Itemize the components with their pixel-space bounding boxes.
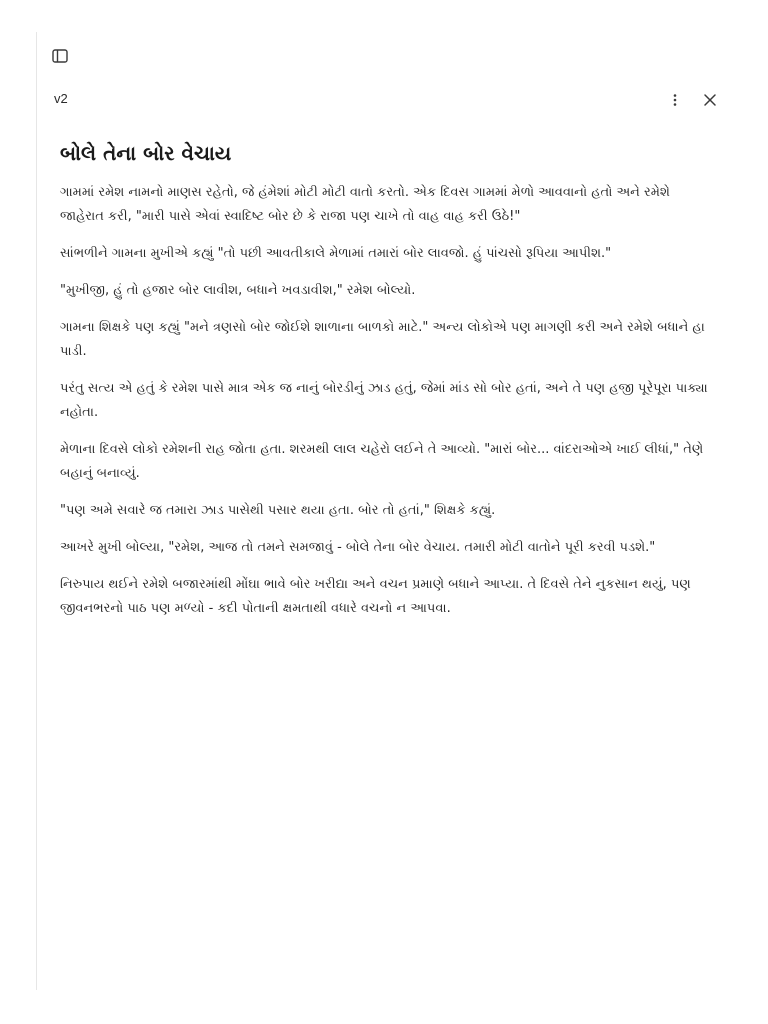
close-icon xyxy=(702,92,718,108)
paragraph-6: મેળાના દિવસે લોકો રમેશની રાહ જોતા હતા. શરમથી લાલ ચહેરો લઈને તે આવ્યો. "મારાં બોર... વાંદરાઓએ ખાઈ લીધાં," તેણે બહાનું બનાવ્યું. xyxy=(60,442,704,481)
paragraph-1: ગામમાં રમેશ નામનો માણસ રહેતો, જે હંમેશાં મોટી મોટી વાતો કરતો. એક દિવસ ગામમાં મેળો આવવાનો હતો અને રમેશે જાહેરાત કરી, "મારી પાસે એવાં સ્વાદિષ્ટ બોર છે કે રાજા પણ ચાખે તો વાહ વાહ કરી ઉઠે!" xyxy=(60,185,670,224)
panel-divider xyxy=(36,32,37,990)
document-title: બોલે તેના બોર વેચાય xyxy=(60,141,232,165)
document-content xyxy=(60,138,708,634)
more-options-button[interactable] xyxy=(663,88,687,112)
sidebar-panel-icon xyxy=(51,47,69,65)
paragraph-4: ગામના શિક્ષકે પણ કહ્યું "મને ત્રણસો બોર જોઈશે શાળાના બાળકો માટે." અન્ય લોકોએ પણ માગણી કરી અને રમેશે બધાને હા પાડી. xyxy=(60,320,705,359)
paragraph-5: પરંતુ સત્ય એ હતું કે રમેશ પાસે માત્ર એક જ નાનું બોરડીનું ઝાડ હતું, જેમાં માંડ સો બોર હતાં, અને તે પણ હજી પૂરેપૂરા પાક્યા નહોતા. xyxy=(60,381,708,420)
paragraph-3: "મુખીજી, હું તો હજાર બોર લાવીશ, બધાને ખવડાવીશ," રમેશ બોલ્યો. xyxy=(60,283,416,298)
paragraph-9: નિરુપાય થઈને રમેશે બજારમાંથી મોંઘા ભાવે બોર ખરીદ્યા અને વચન પ્રમાણે બધાને આપ્યા. તે દિવસે તેને નુકસાન થયું, પણ જીવનભરનો પાઠ પણ મળ્યો - કદી પોતાની ક્ષમતાથી વધારે વચનો ન આપવા. xyxy=(60,577,691,616)
more-vertical-icon xyxy=(667,92,683,108)
paragraph-2: સાંભળીને ગામના મુખીએ કહ્યું "તો પછી આવતીકાલે મેળામાં તમારાં બોર લાવજો. હું પાંચસો રૂપિયા આપીશ." xyxy=(60,246,612,261)
close-button[interactable] xyxy=(698,88,722,112)
artifact-header xyxy=(37,84,768,116)
sidebar-toggle-button[interactable] xyxy=(49,45,71,67)
version-label: v2 xyxy=(54,91,68,106)
paragraph-8: આખરે મુખી બોલ્યા, "રમેશ, આજ તો તમને સમજાવું - બોલે તેના બોર વેચાય. તમારી મોટી વાતોને પૂરી કરવી પડશે." xyxy=(60,540,656,555)
paragraph-7: "પણ અમે સવારે જ તમારા ઝાડ પાસેથી પસાર થયા હતા. બોર તો હતાં," શિક્ષકે કહ્યું. xyxy=(60,503,496,518)
